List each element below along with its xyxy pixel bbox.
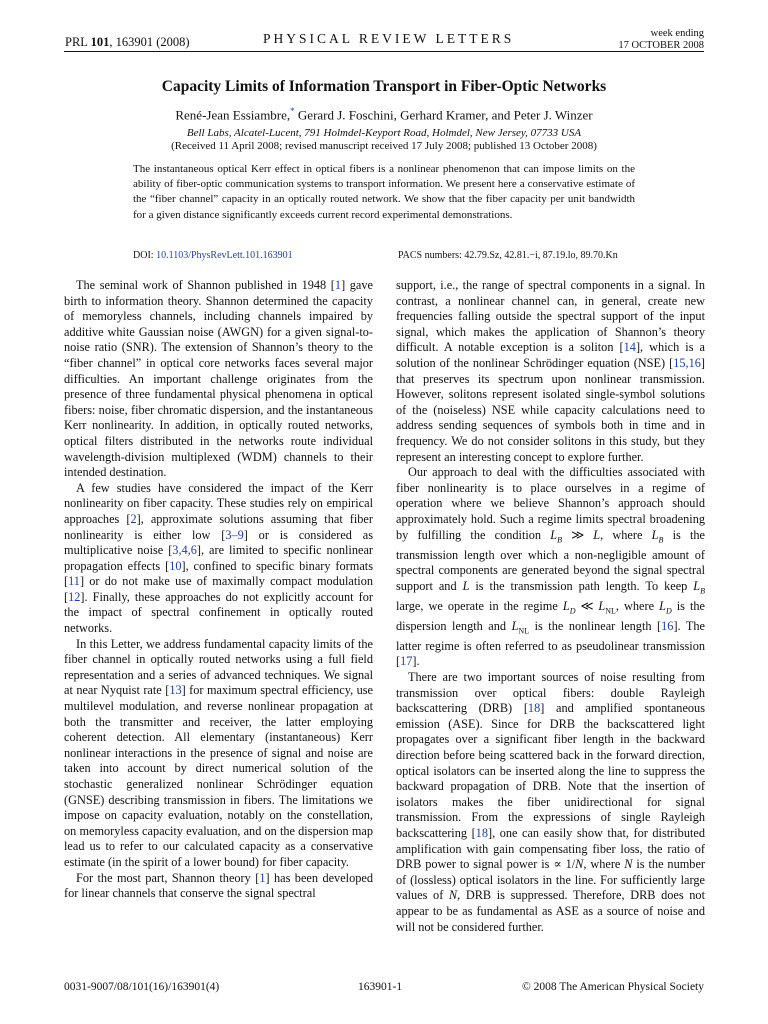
citation-link[interactable]: 10 [169,558,182,573]
week-label: week ending [650,28,704,39]
citation-link[interactable]: 14 [623,340,636,355]
doi: DOI: 10.1103/PhysRevLett.101.163901 [133,250,293,261]
pacs-numbers: PACS numbers: 42.79.Sz, 42.81.−i, 87.19.lo, 89.70.Kn [398,250,618,261]
issue-date [618,28,704,52]
doi-link[interactable]: 10.1103/PhysRevLett.101.163901 [156,250,293,261]
citation-link[interactable]: 1 [259,870,266,885]
corresponding-author-link[interactable]: * [290,106,295,116]
paragraph: In this Letter, we address fundamental capacity limits of the fiber channel in optically routed networks using a full field representation and a series of advanced techniques. We signal at near Nyquist rate [13] for maximum spectral efficiency, use multilevel modulation, and reverse nonlinear propagation at both the transmitter and receiver, the latter employing coherent detection. All elementary (instantaneous) Kerr nonlinear interactions in the presence of signal and noise are taken into account by direct numerical solution of the stochastic generalized nonlinear Schrödinger equation (GNSE) describing transmission in fibers. The limitations we impose on capacity evaluation, notably on the constellation, on memoryless capacity evaluation, and on the dispersion map lead us to refer to our calculated capacity as a conservative estimate (in the spirit of a lower bound) for fiber capacity. [64,636,373,869]
article-code: 0031-9007/08/101(16)/163901(4) [64,981,220,993]
citation-link[interactable]: 13 [169,683,182,698]
citation-link[interactable]: 18 [527,701,541,716]
paragraph: There are two important sources of noise resulting from transmission over optical fibers: double Rayleigh backscattering (DRB) [18] and amplified spontaneous emission (ASE). Since for DRB the backscattered light propagates over a significant fiber length in the backward direction before being scattered back in the forward direction, optical isolators can be inserted along the line to suppress the backward propagation of DRB. Note that the insertion of isolators makes the fiber unidirectional for signal transmission. From the expressions of single Rayleigh backscattering [18], one can easily show that, for distributed amplification with gain compensating fiber loss, the ratio of DRB power to signal power is ∝ 1/N, where N is the number of (lossless) optical isolators in the line. For sufficiently large values of N, DRB is suppressed. Therefore, DRB does not appear to be as fundamental as ASE as a source of noise and will not be considered further. [396,670,705,934]
paper-title: Capacity Limits of Information Transport in Fiber-Optic Networks [161,78,607,95]
citation-link[interactable]: 17 [400,654,413,669]
page-number: 163901-1 [358,981,403,993]
journal-name: PHYSICAL REVIEW LETTERS [263,31,515,46]
paragraph: support, i.e., the range of spectral components in a signal. In contrast, a nonlinear channel can, in general, create new frequencies falling outside the spectral support of the input signal, which makes the application of Shannon’s theory difficult. A notable exception is a soliton [14], which is a solution of the nonlinear Schrödinger equation (NSE) [15,16] that preserves its spectrum upon nonlinear transmission. However, solitons represent isolated single-symbol solutions of the (noiseless) NSE while capacity calculations need to address sending sequences of symbols both in time and in frequency. We do not consider solitons in this study, but they represent an interesting concept to explore further. [396,278,705,464]
citation-link[interactable]: 3,4,6 [172,543,197,558]
citation-link[interactable]: 12 [68,589,81,604]
body-column-right [396,278,705,935]
paragraph: A few studies have considered the impact of the Kerr nonlinearity on fiber capacity. These studies rely on empirical approaches [2], approximate solutions assuming that fiber nonlinearity is either low [3–9] or is considered as multiplicative noise [3,4,6], are limited to specific nonlinear propagation effects [10], confined to specific binary formats [11] or do not make use of maximally compact modulation [12]. Finally, these approaches do not explicitly account for the impact of spectral confinement in optically routed networks. [64,480,373,636]
citation-link[interactable]: 2 [130,511,137,526]
citation-link[interactable]: 16 [661,618,674,633]
received-dates: (Received 11 April 2008; revised manuscript received 17 July 2008; published 13 October 2008) [171,140,597,152]
citation-link[interactable]: 1 [334,278,342,292]
citation-link[interactable]: 11 [68,574,80,589]
citation-link[interactable]: 3–9 [225,527,244,542]
affiliation: Bell Labs, Alcatel-Lucent, 791 Holmdel-Keyport Road, Holmdel, New Jersey, 07733 USA [186,127,582,139]
body-column-left [64,278,373,902]
header-rule [64,51,704,52]
paragraph: For the most part, Shannon theory [1] has been developed for linear channels that conserve the signal spectral [64,870,373,901]
copyright: © 2008 The American Physical Society [522,981,704,993]
author-list: René-Jean Essiambre,* Gerard J. Foschini, Gerhard Kramer, and Peter J. Winzer [175,106,593,123]
abstract: The instantaneous optical Kerr effect in optical fibers is a nonlinear phenomenon that can impose limits on the ability of fiber-optic communication systems to transport information. We present here a conservative estimate of the “fiber channel” capacity in an optically routed network. We show that the fiber capacity per unit bandwidth for a given distance significantly exceeds current record experimental demonstrations. [133,163,635,221]
paragraph: Our approach to deal with the difficulties associated with fiber nonlinearity is to place ourselves in a regime of operation where we believe Shannon’s approach should approximately hold. Such a regime limits spectral broadening by fulfilling the condition $L_B$ ≫ L, where $L_B$ is the transmission length over which a non-negligible amount of spectral components are generated beyond the signal spectral support and L is the transmission path length. To keep $L_B$ large, we operate in the regime $L_D$ ≪ $L_{NL}$, where $L_D$ is the dispersion length and $L_{NL}$ is the nonlinear length [16]. The latter regime is often referred to as pseudolinear transmission [17]. [396,465,706,669]
paragraph: The seminal work of Shannon published in 1948 [1] gave birth to information theory. Shannon determined the capacity of memoryless channels, including channels impaired by additive white Gaussian noise (AWGN) for a given signal-to-noise ratio (SNR). The extension of Shannon’s theory to the “fiber channel” in optical core networks faces several major difficulties. An important challenge originates from the presence of three fundamental physical phenomena in optical fibers: noise, fiber chromatic dispersion, and the instantaneous Kerr nonlinearity. In addition, in optically routed networks, optical filters distributed in the networks route individual wavelength-division multiplexed (WDM) channels to their intended destination. [64,278,373,480]
week-date: 17 OCTOBER 2008 [618,40,704,51]
citation-link[interactable]: 18 [475,826,488,840]
journal-reference: PRL 101, 163901 (2008) [65,35,190,49]
citation-link[interactable]: 15,16 [673,355,701,370]
